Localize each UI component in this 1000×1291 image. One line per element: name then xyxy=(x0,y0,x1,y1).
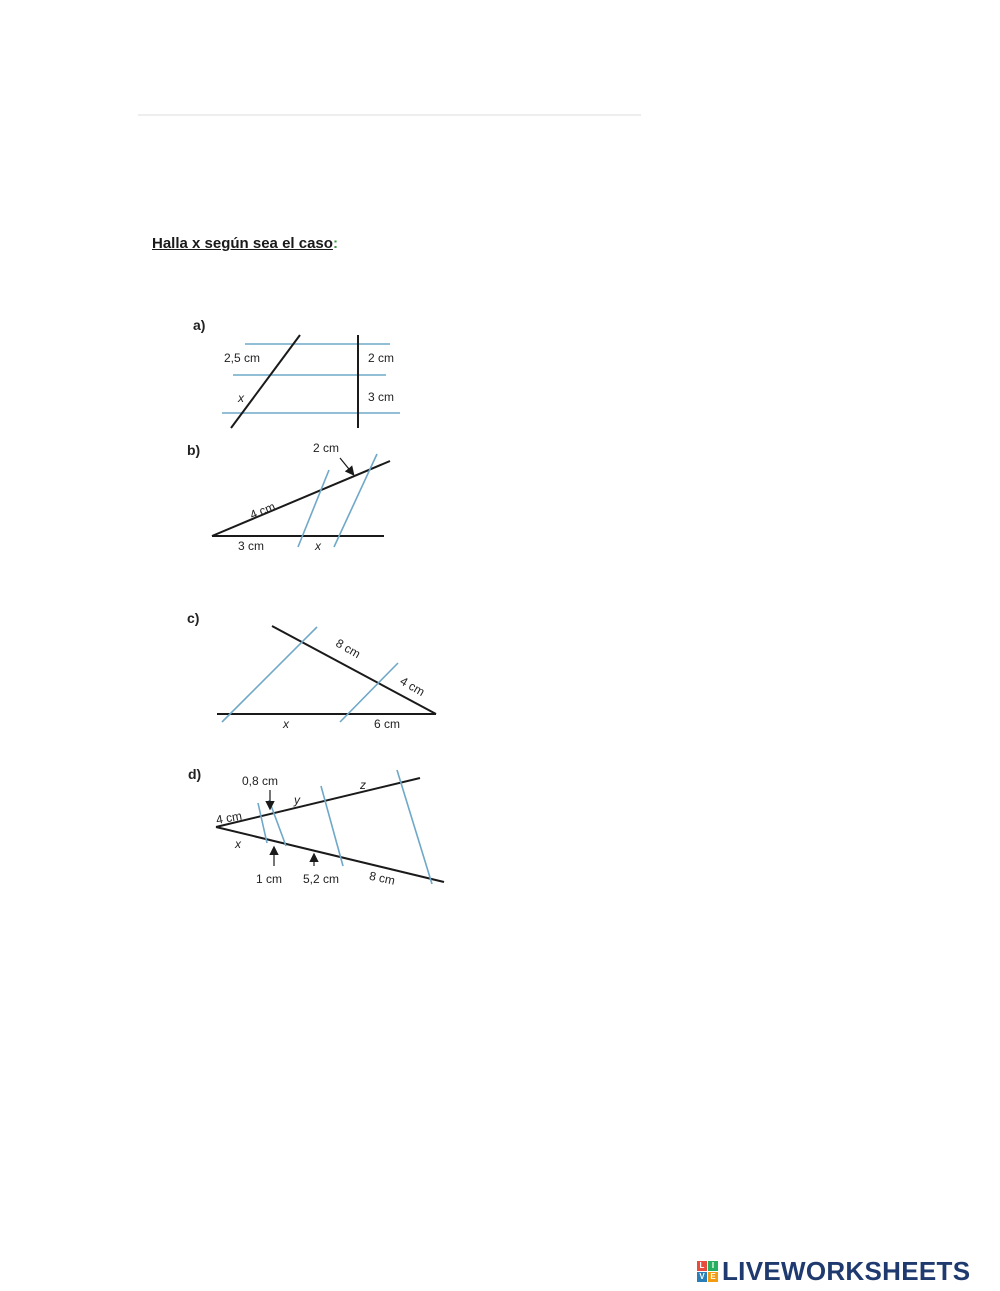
figure-a-part-label: a) xyxy=(193,317,206,333)
figure-c-label-2: 4 cm xyxy=(397,673,428,700)
logo-tile-2: I xyxy=(708,1261,718,1271)
figure-c-label-4: 6 cm xyxy=(374,717,401,731)
liveworksheets-logo-icon xyxy=(697,1261,718,1282)
figure-b-label-3: 3 cm xyxy=(238,539,265,553)
figure-b-slanted-line xyxy=(212,461,390,536)
figure-a-label-3: 2 cm xyxy=(368,351,395,365)
figure-b-arrow xyxy=(340,458,353,474)
figure-b-parallel-2 xyxy=(334,454,377,547)
figure-b-label-4: x xyxy=(315,539,321,553)
figure-c-parallel-1 xyxy=(222,627,317,722)
figure-b xyxy=(187,441,390,553)
figure-d-label-1: 0,8 cm xyxy=(242,774,279,788)
figure-b-part-label: b) xyxy=(187,442,201,458)
figure-a-label-2: x xyxy=(238,391,244,405)
figure-d-label-2: y xyxy=(294,793,300,807)
instruction-colon: : xyxy=(332,235,338,252)
instruction-text: Halla x según sea el caso xyxy=(152,235,333,252)
logo-tile-4: E xyxy=(708,1272,718,1282)
figure-c-part-label: c) xyxy=(187,610,200,626)
figure-d xyxy=(188,766,444,888)
liveworksheets-logo xyxy=(697,1256,970,1286)
figure-b-label-1: 2 cm xyxy=(313,441,340,455)
figure-d-label-8: 8 cm xyxy=(368,868,397,888)
figure-c-label-1: 8 cm xyxy=(333,636,363,662)
figure-d-part-label: d) xyxy=(188,766,202,782)
figure-c-label-3: x xyxy=(283,717,289,731)
figure-a-label-4: 3 cm xyxy=(368,390,395,404)
figure-d-parallel-2 xyxy=(269,800,286,846)
figure-a xyxy=(193,317,400,428)
figure-d-label-4: 4 cm xyxy=(214,808,244,827)
figure-b-label-2: 4 cm xyxy=(247,499,278,523)
figure-d-label-3: z xyxy=(360,778,366,792)
figure-a-label-1: 2,5 cm xyxy=(224,351,261,365)
figure-c xyxy=(187,610,436,731)
figure-d-parallel-4 xyxy=(397,770,432,884)
figure-a-transversal-left xyxy=(231,335,300,428)
figure-c-slanted-line xyxy=(272,626,436,714)
logo-tile-1: L xyxy=(697,1261,707,1271)
logo-tile-3: V xyxy=(697,1272,707,1282)
figure-d-label-6: 1 cm xyxy=(256,872,283,886)
liveworksheets-logo-text: LIVEWORKSHEETS xyxy=(722,1255,971,1286)
figure-d-label-5: x xyxy=(235,837,241,851)
figure-d-label-7: 5,2 cm xyxy=(303,872,340,886)
